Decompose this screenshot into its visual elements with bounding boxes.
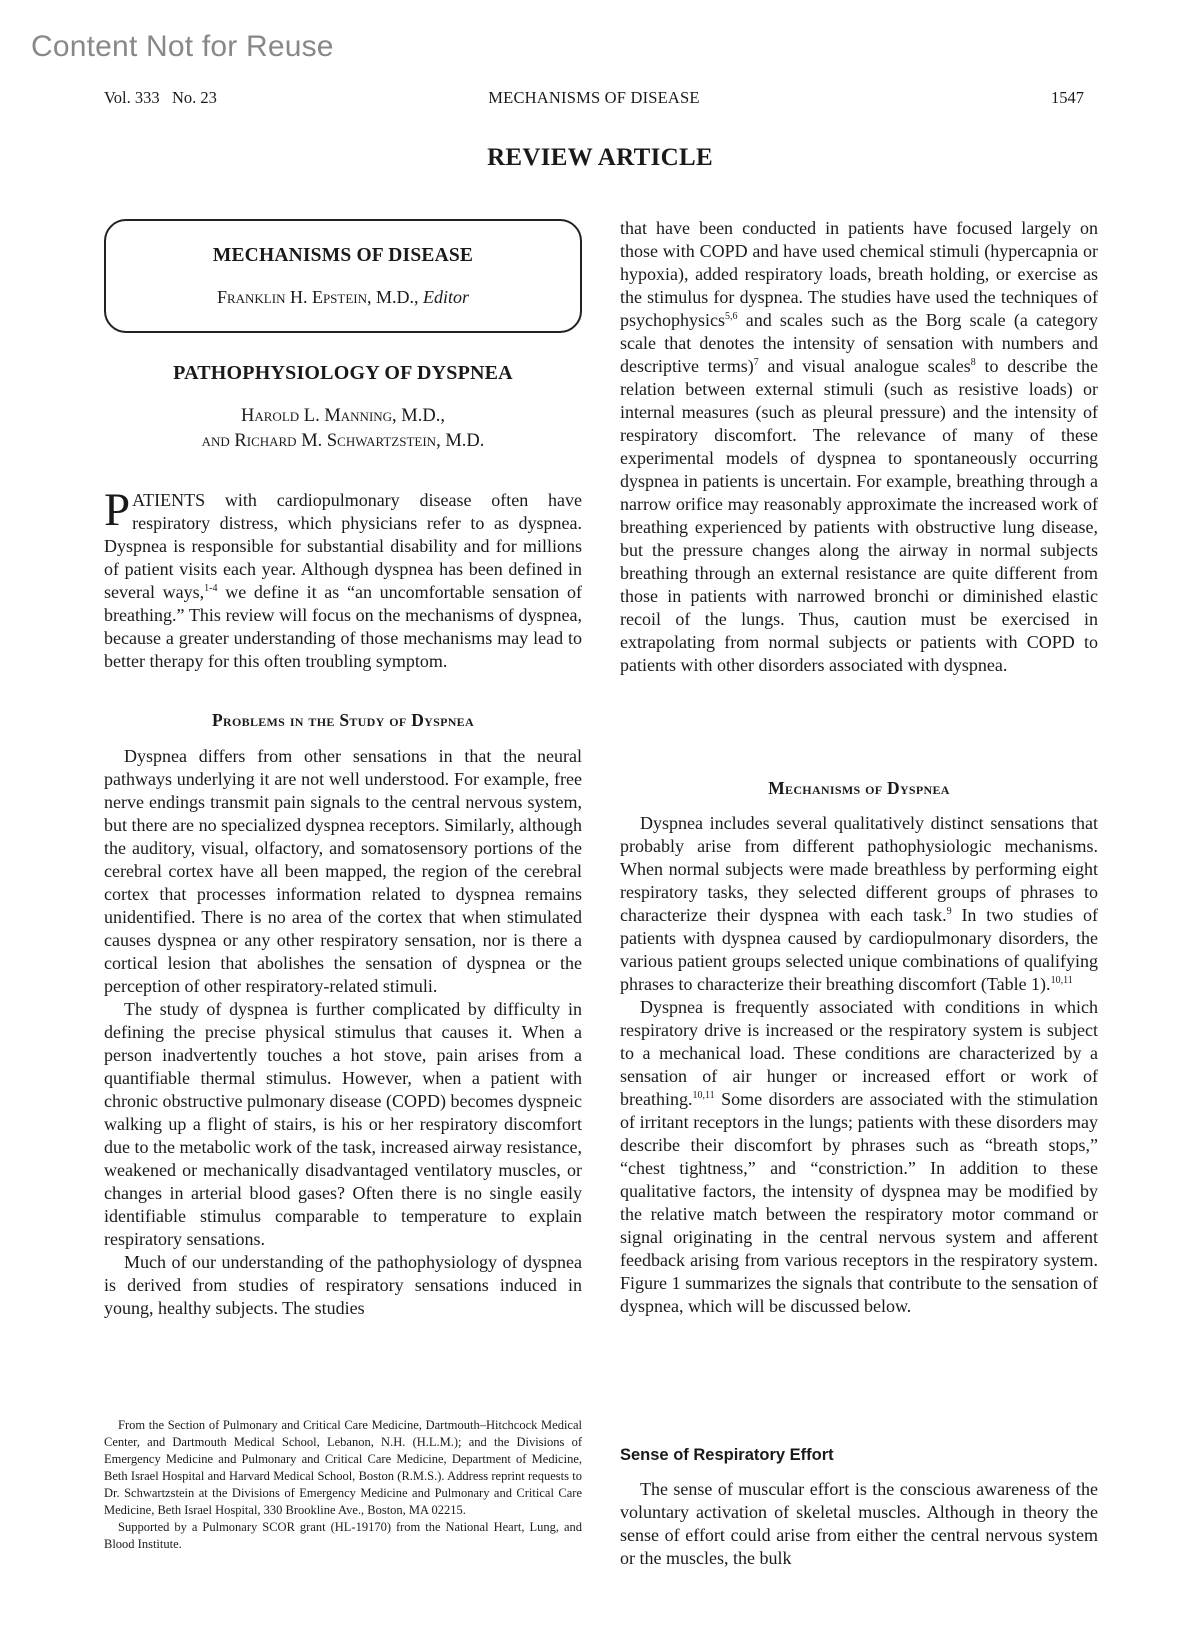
authors-line-1: Harold L. Manning, M.D., — [241, 406, 445, 426]
paragraph: Much of our understanding of the pathophysiology of dyspnea is derived from studies of respiratory sensations induced in young, healthy subjects. The studies — [104, 1252, 582, 1318]
citation-ref: 5,6 — [725, 311, 738, 322]
drop-cap: P — [104, 484, 131, 536]
authors-line-2: and Richard M. Schwartzstein, M.D. — [201, 431, 485, 451]
affiliation-footnote — [104, 1417, 582, 1553]
footnote-funding: Supported by a Pulmonary SCOR grant (HL-19170) from the National Heart, Lung, and Blood Institute. — [104, 1520, 582, 1551]
footnote-affiliation: From the Section of Pulmonary and Critical Care Medicine, Dartmouth–Hitchcock Medical Center, and Dartmouth Medical School, Lebanon, N.H. (H.L.M.); and the Divisions of Emergency Medicine and Pulmonary and Critical Care Medicine, Department of Medicine, Beth Israel Hospital and Harvard Medical School, Boston (R.M.S.). Address reprint requests to Dr. Schwartzstein at the Divisions of Emergency Medicine and Pulmonary and Critical Care Medicine, Beth Israel Hospital, 330 Brookline Ave., Boston, MA 02215. — [104, 1418, 582, 1517]
intro-text-b: we define it as “an uncomfortable sensation of breathing.” This review will focus on the mechanisms of dyspnea, because a greater understanding of those mechanisms may lead to better therapy for this often troubling symptom. — [104, 582, 582, 671]
continuation-text-d: to describe the relation between external stimuli (such as resistive loads) or internal measures (such as pleural pressure) and the intensity of respiratory discomfort. The relevance of many of these experimental models of dyspnea to spontaneously occurring dyspnea in patients is uncertain. For example, breathing through a narrow orifice may reasonably approximate the increased work of breathing experienced by patients with obstructive lung disease, but the pressure changes along the airway in normal subjects breathing through an external resistance are quite different from those in patients with narrowed bronchi or diminished elastic recoil of the lungs. Thus, caution must be exercised in extrapolating from normal subjects or patients with COPD to patients with other disorders associated with dyspnea. — [620, 356, 1098, 675]
problems-section — [104, 745, 582, 1320]
citation-ref: 8 — [970, 357, 976, 368]
mechanisms-text-1b: In two studies of patients with dyspnea caused by cardiopulmonary disorders, the various patient groups selected unique combinations of qualifying phrases to characterize their breathing discomfort (Table 1). — [620, 905, 1098, 994]
section-name: MECHANISMS OF DISEASE — [488, 88, 700, 107]
effort-section — [620, 1478, 1098, 1570]
article-title: PATHOPHYSIOLOGY OF DYSPNEA — [173, 362, 513, 384]
continuation-text-a: that have been conducted in patients have focused largely on those with COPD and have used chemical stimuli (hypercapnia or hypoxia), added respiratory loads, breath holding, or exercise as the stimulus for dyspnea. The studies have used the techniques of psychophysics — [620, 218, 1098, 330]
series-box — [104, 219, 582, 333]
watermark: Content Not for Reuse — [31, 30, 334, 63]
series-title: MECHANISMS OF DISEASE — [212, 245, 474, 266]
series-editor — [106, 287, 580, 308]
intro-text-a: ATIENTS with cardiopulmonary disease often have respiratory distress, which physicians refer to as dyspnea. Dyspnea is responsible for substantial disability and for millions of patient visits each year. Although dyspnea has been defined in several ways, — [104, 490, 582, 602]
citation-ref: 9 — [946, 906, 952, 917]
page-number: 1547 — [1051, 88, 1084, 107]
section-heading-problems: Problems in the Study of Dyspnea — [212, 710, 474, 730]
subsection-heading-effort: Sense of Respiratory Effort — [620, 1446, 834, 1464]
citation-ref: 1-4 — [204, 583, 218, 594]
author-list — [104, 404, 582, 454]
editor-role: Editor — [423, 287, 470, 307]
paragraph: The study of dyspnea is further complicated by difficulty in defining the precise physical stimulus that causes it. When a person inadvertently touches a hot stove, pain arises from a quantifiable thermal stimulus. However, when a patient with chronic obstructive pulmonary disease (COPD) becomes dyspneic walking up a flight of stairs, is his or her respiratory discomfort due to the metabolic work of the task, increased airway resistance, weakened or mechanically disadvantaged ventilatory muscles, or changes in arterial blood gases? Often there is no single easily identifiable stimulus comparable to temperature to explain respiratory sensations. — [104, 999, 582, 1249]
section-heading-mechanisms: Mechanisms of Dyspnea — [768, 778, 950, 798]
mechanisms-text-1a: Dyspnea includes several qualitatively distinct sensations that probably arise from different pathophysiologic mechanisms. When normal subjects were made breathless by performing eight respiratory tasks, they selected different groups of phrases to characterize their dyspnea with each task. — [620, 813, 1098, 925]
paragraph: The sense of muscular effort is the conscious awareness of the voluntary activation of skeletal muscles. Although in theory the sense of effort could arise from either the central nervous system or the muscles, the bulk — [620, 1479, 1098, 1568]
paragraph: Dyspnea differs from other sensations in that the neural pathways underlying it are not well understood. For example, free nerve endings transmit pain signals to the central nervous system, but there are no specialized dyspnea receptors. Similarly, although the auditory, visual, olfactory, and somatosensory portions of the cerebral cortex have all been mapped, the region of the cerebral cortex that processes information related to dyspnea remains unidentified. There is no area of the cortex that when stimulated causes dyspnea or any other respiratory sensation, nor is there a cortical lesion that abolishes the sensation of dyspnea or the perception of other respiratory-related stimuli. — [104, 746, 582, 996]
mechanisms-text-2b: Some disorders are associated with the stimulation of irritant receptors in the lungs; patients with these disorders may describe their discomfort by phrases such as “breath stops,” “chest tightness,” and “constriction.” In addition to these qualitative factors, the intensity of dyspnea may be modified by the relative match between the respiratory motor command or signal originating in the central nervous system and afferent feedback arising from various receptors in the respiratory system. Figure 1 summarizes the signals that contribute to the sensation of dyspnea, which will be discussed below. — [620, 1089, 1098, 1316]
running-head — [104, 88, 1084, 110]
continuation-text-b: and scales such as the Borg scale (a category scale that denotes the intensity of sensation with numbers and descriptive terms) — [620, 310, 1098, 376]
citation-ref: 7 — [753, 357, 759, 368]
editor-name: Franklin H. Epstein, M.D., — [216, 287, 424, 307]
citation-ref: 10,11 — [692, 1090, 715, 1101]
volume-issue: Vol. 333 No. 23 — [104, 88, 217, 107]
intro-paragraph — [104, 484, 582, 673]
review-article-heading: REVIEW ARTICLE — [487, 144, 713, 171]
continuation-text-c: and visual analogue scales — [758, 356, 971, 376]
citation-ref: 10,11 — [1050, 975, 1073, 986]
mechanisms-section — [620, 812, 1098, 1318]
mechanisms-text-2a: Dyspnea is frequently associated with conditions in which respiratory drive is increased or the respiratory system is subject to a mechanical load. These conditions are characterized by a sensation of air hunger or increased effort or work of breathing. — [620, 997, 1098, 1109]
continuation-paragraph — [620, 217, 1098, 677]
